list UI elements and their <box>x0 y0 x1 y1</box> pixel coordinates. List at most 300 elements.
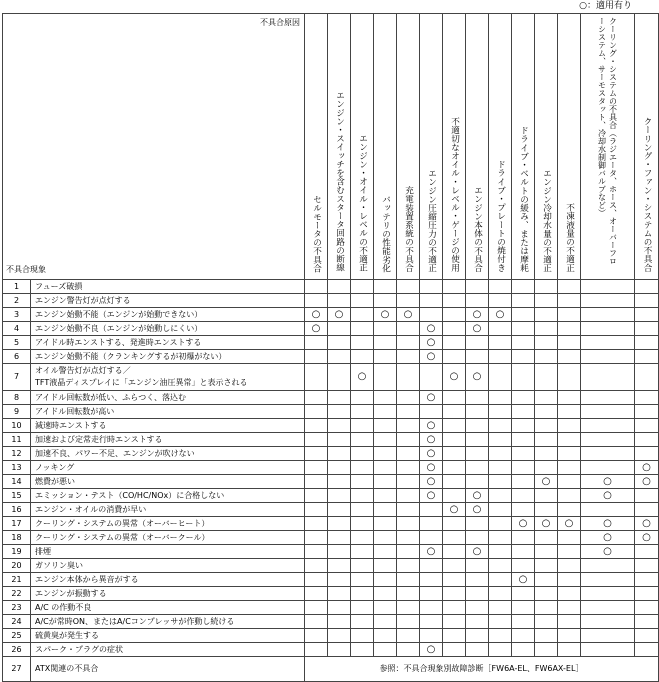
applicability-cell <box>374 531 397 545</box>
applicability-cell <box>351 461 374 475</box>
row-number: 13 <box>3 461 31 475</box>
applicability-cell <box>328 629 351 643</box>
cause-axis-label: 不具合原因 <box>260 18 300 27</box>
applicability-cell <box>374 573 397 587</box>
applicable-mark: ○ <box>334 308 344 320</box>
applicability-cell <box>374 391 397 405</box>
row-number: 23 <box>3 601 31 615</box>
applicability-cell <box>558 587 581 601</box>
applicability-cell <box>581 391 635 405</box>
applicability-cell <box>558 475 581 489</box>
applicability-cell <box>512 629 535 643</box>
cause-header-label: エンジン本体の不具合 <box>472 186 483 272</box>
applicability-cell <box>443 308 466 322</box>
applicability-cell <box>420 545 443 559</box>
applicable-mark: ○ <box>449 503 459 515</box>
applicability-cell <box>466 447 489 461</box>
applicable-mark: ○ <box>311 308 321 320</box>
applicability-cell <box>374 364 397 391</box>
row-number: 6 <box>3 350 31 364</box>
applicability-cell <box>397 336 420 350</box>
applicability-cell <box>489 419 512 433</box>
applicability-cell <box>512 336 535 350</box>
applicability-cell <box>305 350 328 364</box>
applicability-cell <box>535 447 558 461</box>
applicability-cell <box>328 503 351 517</box>
applicable-mark: ○ <box>426 461 436 473</box>
applicability-cell <box>558 643 581 657</box>
symptom-text: エンジン始動不良（エンジンが始動しにくい） <box>35 323 203 333</box>
applicability-cell <box>535 433 558 447</box>
applicability-cell <box>489 322 512 336</box>
applicability-cell <box>420 643 443 657</box>
applicability-cell <box>635 364 659 391</box>
applicability-cell <box>305 559 328 573</box>
applicability-cell <box>466 615 489 629</box>
applicability-cell <box>374 350 397 364</box>
row-number: 14 <box>3 475 31 489</box>
applicability-cell <box>535 643 558 657</box>
applicability-cell <box>558 531 581 545</box>
applicability-cell <box>443 531 466 545</box>
applicability-cell <box>443 391 466 405</box>
applicability-cell <box>535 475 558 489</box>
applicability-cell <box>558 322 581 336</box>
symptom-label <box>31 336 305 350</box>
cause-header-label: 充電装置系統の不具合 <box>403 186 414 272</box>
table-row <box>3 391 659 405</box>
applicability-cell <box>512 475 535 489</box>
applicability-cell <box>466 517 489 531</box>
applicability-cell <box>397 531 420 545</box>
applicable-mark: ○ <box>426 336 436 348</box>
applicability-cell <box>397 587 420 601</box>
applicability-cell <box>305 475 328 489</box>
row-number: 10 <box>3 419 31 433</box>
applicability-cell <box>351 322 374 336</box>
applicability-cell <box>351 391 374 405</box>
applicable-mark: ○ <box>642 475 651 487</box>
applicability-cell <box>374 322 397 336</box>
applicability-cell <box>535 545 558 559</box>
applicability-cell <box>635 294 659 308</box>
symptom-label <box>31 531 305 545</box>
applicability-cell <box>305 308 328 322</box>
cause-header <box>374 14 397 280</box>
applicability-cell <box>305 461 328 475</box>
applicability-cell <box>328 475 351 489</box>
applicability-cell <box>535 573 558 587</box>
applicability-cell <box>374 601 397 615</box>
symptom-label <box>31 391 305 405</box>
applicability-cell <box>420 475 443 489</box>
applicable-mark: ○ <box>541 475 551 487</box>
applicability-cell <box>420 336 443 350</box>
applicability-cell <box>420 405 443 419</box>
applicability-cell <box>351 531 374 545</box>
applicability-cell <box>535 419 558 433</box>
applicability-cell <box>305 405 328 419</box>
cause-header <box>328 14 351 280</box>
applicability-cell <box>512 280 535 294</box>
applicability-cell <box>351 601 374 615</box>
applicability-cell <box>305 489 328 503</box>
applicability-cell <box>512 322 535 336</box>
applicable-mark: ○ <box>541 517 551 529</box>
applicability-cell <box>489 308 512 322</box>
applicability-cell <box>374 294 397 308</box>
applicability-cell <box>512 531 535 545</box>
applicability-cell <box>489 350 512 364</box>
applicability-cell <box>581 629 635 643</box>
applicable-mark: ○ <box>380 308 390 320</box>
applicable-mark: ○ <box>472 545 482 557</box>
cause-header-label: バッテリの性能劣化 <box>380 194 391 272</box>
table-row <box>3 308 659 322</box>
applicability-cell <box>489 336 512 350</box>
applicability-cell <box>635 629 659 643</box>
applicability-cell <box>374 308 397 322</box>
applicability-cell <box>305 545 328 559</box>
applicability-cell <box>443 475 466 489</box>
applicability-cell <box>558 336 581 350</box>
applicability-cell <box>466 322 489 336</box>
symptom-text: スパーク・プラグの症状 <box>35 644 123 654</box>
applicability-cell <box>535 294 558 308</box>
applicability-cell <box>535 503 558 517</box>
row-number: 1 <box>3 280 31 294</box>
reference-note: 参照：不具合現象別故障診断［FW6A-EL、FW6AX-EL］ <box>305 657 659 682</box>
symptom-label <box>31 294 305 308</box>
applicability-cell <box>328 601 351 615</box>
applicability-cell <box>581 587 635 601</box>
applicability-cell <box>420 433 443 447</box>
applicability-cell <box>351 433 374 447</box>
applicability-cell <box>581 447 635 461</box>
cause-header <box>489 14 512 280</box>
table-row-reference <box>3 657 659 682</box>
cause-header-label: クーリング・システムの不具合（ラジエータ、ホース、オーバーフローシステム、サーモスタット、冷却水制御バルブなど） <box>597 17 618 265</box>
symptom-label <box>31 419 305 433</box>
applicability-cell <box>635 405 659 419</box>
applicability-cell <box>558 573 581 587</box>
troubleshooting-table <box>2 13 659 682</box>
table-row <box>3 643 659 657</box>
cause-header <box>305 14 328 280</box>
applicability-cell <box>420 350 443 364</box>
symptom-label <box>31 503 305 517</box>
row-number: 5 <box>3 336 31 350</box>
symptom-label <box>31 559 305 573</box>
applicability-cell <box>558 489 581 503</box>
applicable-mark: ○ <box>564 517 574 529</box>
applicability-cell <box>635 503 659 517</box>
applicability-cell <box>635 531 659 545</box>
applicable-mark: ○ <box>518 517 528 529</box>
applicability-cell <box>558 364 581 391</box>
applicability-cell <box>374 559 397 573</box>
row-number: 15 <box>3 489 31 503</box>
cause-header <box>443 14 466 280</box>
applicability-cell <box>466 503 489 517</box>
cause-header-label: 不適切なオイル・レベル・ゲージの使用 <box>449 117 460 272</box>
cause-header <box>558 14 581 280</box>
applicability-cell <box>374 405 397 419</box>
row-number: 21 <box>3 573 31 587</box>
table-row <box>3 364 659 391</box>
table-row <box>3 475 659 489</box>
applicability-cell <box>635 350 659 364</box>
applicable-mark: ○ <box>603 545 612 557</box>
symptom-text: エンジン・オイルの消費が早い <box>35 504 147 514</box>
symptom-text: エミッション・テスト（CO/HC/NOx）に合格しない <box>35 490 225 500</box>
applicability-cell <box>351 573 374 587</box>
applicability-cell <box>328 587 351 601</box>
applicability-cell <box>443 573 466 587</box>
applicable-mark: ○ <box>472 371 482 382</box>
applicable-mark: ○ <box>472 503 482 515</box>
applicability-cell <box>305 629 328 643</box>
applicability-cell <box>512 587 535 601</box>
applicability-cell <box>420 503 443 517</box>
applicable-mark: ○ <box>311 322 321 334</box>
applicability-cell <box>581 322 635 336</box>
applicable-mark: ○ <box>603 489 612 501</box>
symptom-text: エンジン始動不能（クランキングするが初爆がない） <box>35 351 227 361</box>
symptom-text-line2: TFT液晶ディスプレイに「エンジン油圧異常」と表示される <box>35 378 248 387</box>
applicability-cell <box>535 308 558 322</box>
applicability-cell <box>420 391 443 405</box>
applicability-cell <box>558 601 581 615</box>
applicability-cell <box>420 308 443 322</box>
cause-header <box>581 14 635 280</box>
applicability-cell <box>443 294 466 308</box>
applicability-cell <box>397 350 420 364</box>
symptom-label <box>31 517 305 531</box>
applicability-cell <box>443 615 466 629</box>
applicability-cell <box>581 559 635 573</box>
applicability-cell <box>351 405 374 419</box>
applicability-cell <box>535 405 558 419</box>
applicability-cell <box>374 489 397 503</box>
row-number: 11 <box>3 433 31 447</box>
symptom-label <box>31 405 305 419</box>
applicability-cell <box>397 461 420 475</box>
cause-header <box>420 14 443 280</box>
applicability-cell <box>328 308 351 322</box>
applicability-cell <box>581 573 635 587</box>
symptom-axis-label: 不具合現象 <box>6 265 46 274</box>
symptom-text: 減速時エンストする <box>35 420 107 430</box>
applicability-cell <box>420 629 443 643</box>
applicability-cell <box>558 391 581 405</box>
symptom-text: オイル警告灯が点灯する／ <box>35 366 131 375</box>
applicability-cell <box>397 405 420 419</box>
symptom-text: エンジン本体から異音がする <box>35 574 139 584</box>
row-number: 18 <box>3 531 31 545</box>
applicability-cell <box>305 391 328 405</box>
applicability-cell <box>420 419 443 433</box>
applicable-mark: ○ <box>603 475 612 487</box>
applicability-cell <box>466 489 489 503</box>
applicability-cell <box>420 615 443 629</box>
applicability-cell <box>443 601 466 615</box>
applicable-mark: ○ <box>603 531 612 543</box>
applicability-cell <box>512 615 535 629</box>
symptom-text: アイドル回転数が高い <box>35 406 115 416</box>
applicability-cell <box>443 350 466 364</box>
cause-header <box>535 14 558 280</box>
applicability-cell <box>466 433 489 447</box>
row-number: 4 <box>3 322 31 336</box>
applicability-cell <box>535 517 558 531</box>
table-row <box>3 322 659 336</box>
applicability-cell <box>489 280 512 294</box>
applicable-mark: ○ <box>518 573 528 585</box>
applicability-cell <box>351 545 374 559</box>
table-row <box>3 545 659 559</box>
applicability-cell <box>443 364 466 391</box>
applicability-cell <box>443 517 466 531</box>
applicability-cell <box>397 559 420 573</box>
applicability-cell <box>305 531 328 545</box>
applicability-cell <box>397 545 420 559</box>
applicability-cell <box>489 461 512 475</box>
applicability-cell <box>374 461 397 475</box>
applicability-cell <box>466 419 489 433</box>
applicability-cell <box>489 364 512 391</box>
applicability-cell <box>558 517 581 531</box>
row-number: 24 <box>3 615 31 629</box>
symptom-label <box>31 615 305 629</box>
symptom-label <box>31 308 305 322</box>
applicability-cell <box>305 280 328 294</box>
applicability-cell <box>489 615 512 629</box>
applicability-cell <box>328 531 351 545</box>
applicability-cell <box>328 322 351 336</box>
applicability-cell <box>512 447 535 461</box>
applicability-cell <box>489 573 512 587</box>
symptom-text: ノッキング <box>35 462 75 472</box>
applicability-cell <box>535 336 558 350</box>
applicability-cell <box>328 559 351 573</box>
cause-header-label: エンジン圧縮圧力の不適正 <box>426 168 437 272</box>
applicability-cell <box>328 433 351 447</box>
cause-header-label: セルモータの不具合 <box>311 194 322 272</box>
applicability-cell <box>581 308 635 322</box>
symptom-label <box>31 461 305 475</box>
applicability-cell <box>328 350 351 364</box>
applicability-cell <box>443 629 466 643</box>
applicability-cell <box>466 308 489 322</box>
applicability-cell <box>328 364 351 391</box>
applicability-cell <box>397 643 420 657</box>
applicability-cell <box>397 629 420 643</box>
applicability-cell <box>466 601 489 615</box>
applicability-cell <box>581 601 635 615</box>
applicability-cell <box>374 517 397 531</box>
row-number: 26 <box>3 643 31 657</box>
applicability-cell <box>328 280 351 294</box>
applicability-cell <box>305 419 328 433</box>
applicability-cell <box>374 447 397 461</box>
applicability-cell <box>374 615 397 629</box>
applicable-mark: ○ <box>495 308 505 320</box>
applicability-cell <box>635 489 659 503</box>
applicability-cell <box>558 447 581 461</box>
applicability-cell <box>328 294 351 308</box>
table-row <box>3 419 659 433</box>
applicability-cell <box>443 545 466 559</box>
symptom-label <box>31 643 305 657</box>
applicability-cell <box>397 475 420 489</box>
applicable-mark: ○ <box>426 433 436 445</box>
applicability-cell <box>443 419 466 433</box>
symptom-text: エンジン始動不能（エンジンが始動できない） <box>35 309 203 319</box>
cause-header <box>466 14 489 280</box>
applicability-cell <box>351 336 374 350</box>
applicability-cell <box>512 601 535 615</box>
applicability-cell <box>535 615 558 629</box>
applicability-cell <box>512 461 535 475</box>
applicability-cell <box>420 531 443 545</box>
applicability-cell <box>581 433 635 447</box>
applicability-cell <box>535 350 558 364</box>
applicability-cell <box>466 475 489 489</box>
applicability-cell <box>374 629 397 643</box>
applicability-cell <box>305 615 328 629</box>
cause-header-label: クーリング・ファン・システムの不具合 <box>642 117 652 272</box>
applicability-cell <box>351 447 374 461</box>
applicability-cell <box>374 336 397 350</box>
applicability-cell <box>466 350 489 364</box>
applicability-cell <box>351 308 374 322</box>
applicability-cell <box>420 447 443 461</box>
table-row <box>3 517 659 531</box>
applicability-cell <box>397 280 420 294</box>
applicability-cell <box>581 294 635 308</box>
applicability-cell <box>581 364 635 391</box>
applicability-cell <box>581 545 635 559</box>
applicability-cell <box>635 336 659 350</box>
symptom-label <box>31 280 305 294</box>
applicability-cell <box>328 447 351 461</box>
applicability-cell <box>635 391 659 405</box>
applicability-cell <box>328 615 351 629</box>
applicability-cell <box>420 587 443 601</box>
applicability-cell <box>351 587 374 601</box>
table-row <box>3 280 659 294</box>
applicability-cell <box>466 294 489 308</box>
applicability-cell <box>374 503 397 517</box>
applicability-cell <box>558 294 581 308</box>
applicability-cell <box>635 461 659 475</box>
applicability-cell <box>489 601 512 615</box>
applicability-cell <box>512 573 535 587</box>
applicability-cell <box>443 405 466 419</box>
applicability-cell <box>535 587 558 601</box>
legend: ○：適用有り <box>579 1 632 11</box>
applicability-cell <box>581 405 635 419</box>
applicability-cell <box>489 475 512 489</box>
applicability-cell <box>489 503 512 517</box>
table-row <box>3 433 659 447</box>
applicability-cell <box>535 461 558 475</box>
applicability-cell <box>489 391 512 405</box>
table-row <box>3 559 659 573</box>
applicability-cell <box>328 545 351 559</box>
applicability-cell <box>374 280 397 294</box>
